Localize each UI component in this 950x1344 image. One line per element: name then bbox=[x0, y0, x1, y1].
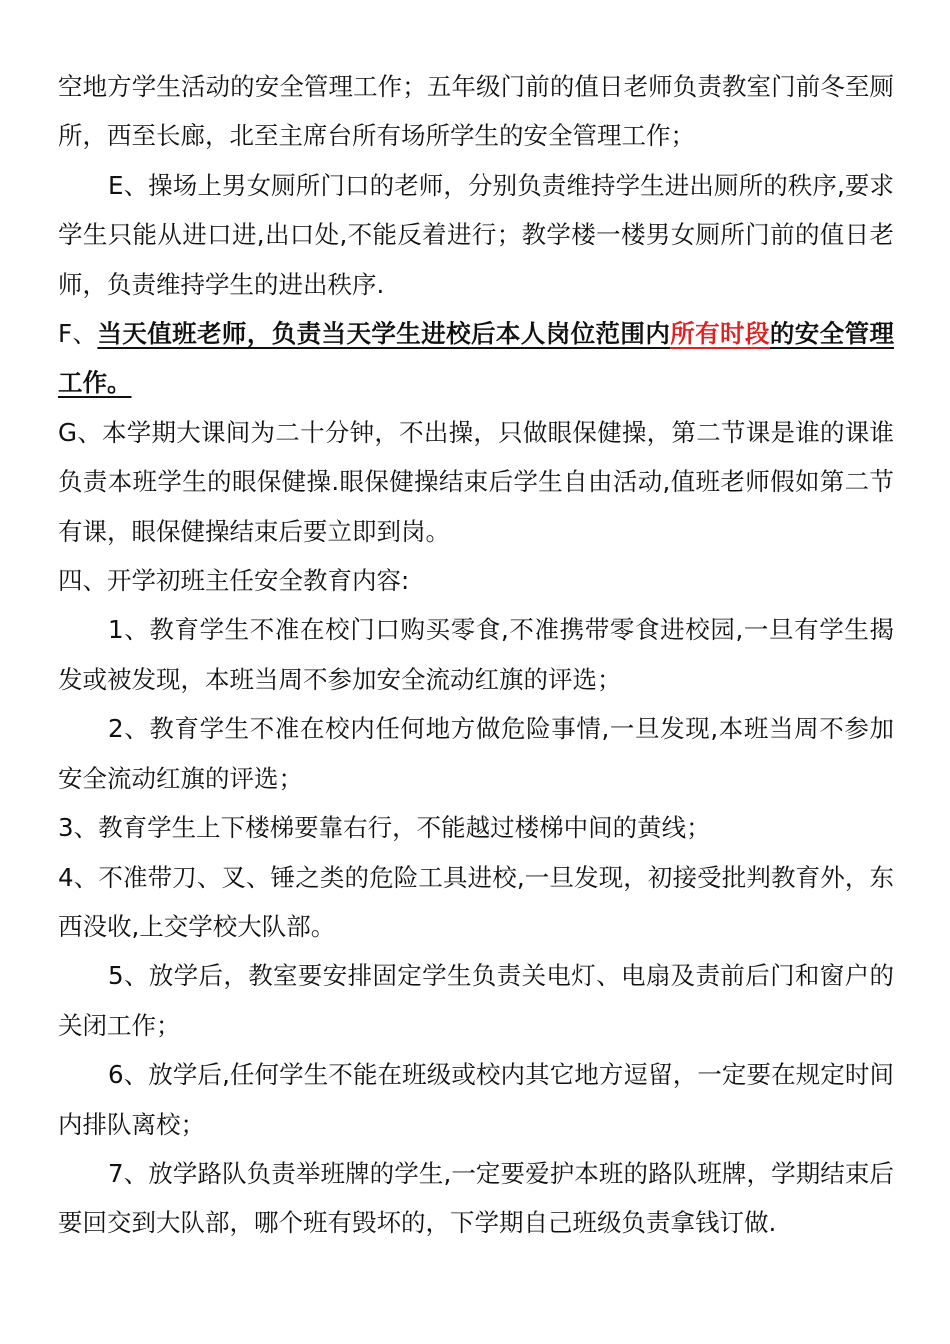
item-f-emphasis-b: 的安全管理工作。 bbox=[58, 319, 894, 398]
paragraph-item-g: G、本学期大课间为二十分钟，不出操，只做眼保健操，第二节课是谁的课谁负责本班学生的眼保健操.眼保健操结束后学生自由活动,值班老师假如第二节有课，眼保健操结束后要立即到岗。 bbox=[58, 417, 894, 546]
paragraph-continued-duty: 空地方学生活动的安全管理工作；五年级门前的值日老师负责教室门前冬至厕所，西至长廊，北至主席台所有场所学生的安全管理工作； bbox=[58, 72, 894, 151]
paragraph-item-f bbox=[58, 309, 894, 408]
list-item-2: 2、教育学生不准在校内任何地方做危险事情,一旦发现,本班当周不参加安全流动红旗的评选； bbox=[58, 714, 894, 793]
list-item-7: 7、放学路队负责举班牌的学生,一定要爱护本班的路队班牌，学期结束后要回交到大队部，哪个班有毁坏的，下学期自己班级负责拿钱订做. bbox=[58, 1158, 894, 1238]
section-heading-four: 四、开学初班主任安全教育内容: bbox=[58, 566, 410, 596]
item-f-prefix: F、 bbox=[58, 319, 98, 349]
list-item-3: 3、教育学生上下楼梯要靠右行，不能越过楼梯中间的黄线； bbox=[58, 813, 711, 843]
list-item-6: 6、放学后,任何学生不能在班级或校内其它地方逗留，一定要在规定时间内排队离校； bbox=[58, 1060, 894, 1139]
paragraph-item-e: E、操场上男女厕所门口的老师，分别负责维持学生进出厕所的秩序,要求学生只能从进口进,出口处,不能反着进行；教学楼一楼男女厕所门前的值日老师，负责维持学生的进出秩序. bbox=[58, 170, 894, 299]
document-page bbox=[58, 62, 894, 1248]
item-f-emphasis-red: 所有时段 bbox=[670, 319, 770, 349]
list-item-5: 5、放学后，教室要安排固定学生负责关电灯、电扇及责前后门和窗户的关闭工作； bbox=[58, 961, 894, 1040]
list-item-4: 4、不准带刀、叉、锤之类的危险工具进校,一旦发现，初接受批判教育外，东西没收,上交学校大队部。 bbox=[58, 862, 894, 941]
list-item-1: 1、教育学生不准在校门口购买零食,不准携带零食进校园,一旦有学生揭发或被发现，本班当周不参加安全流动红旗的评选； bbox=[58, 615, 894, 694]
item-f-emphasis-a: 当天值班老师，负责当天学生进校后本人岗位范围内 bbox=[97, 319, 671, 349]
